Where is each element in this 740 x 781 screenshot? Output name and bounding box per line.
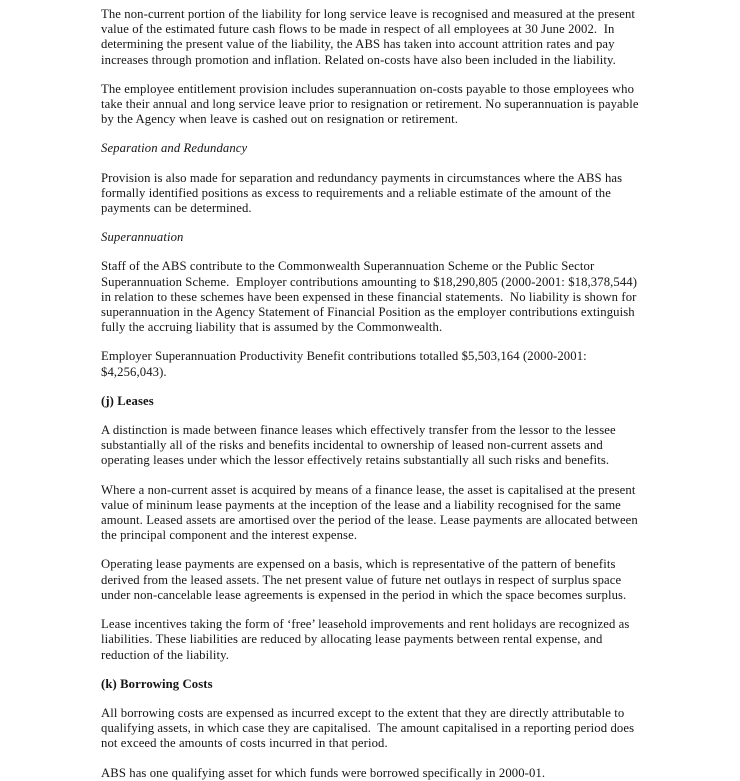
- paragraph-long-service-leave: The non-current portion of the liability for long service leave is recognised and measured at the present value of the estimated future cash flows to be made in respect of all employees at 30 June 2002. In determining the present value of the liability, the ABS has taken into account attrition rates and pay increases through promotion and inflation. Related on-costs have also been included in the liability.: [101, 7, 639, 67]
- paragraph-operating-lease: Operating lease payments are expensed on a basis, which is representative of the pattern of benefits derived from the leased assets. The net present value of future net outlays in respect of surplus space under non-cancelable lease agreements is expensed in the period in which the space becomes surplus.: [101, 557, 627, 602]
- heading-leases: (j) Leases: [101, 393, 154, 408]
- paragraph-borrowing-costs: All borrowing costs are expensed as incurred except to the extent that they are directly attributable to qualifying assets, in which case they are capitalised. The amount capitalised in a reporting period does not exceed the amounts of costs incurred in that period.: [101, 705, 638, 751]
- heading-superannuation: Superannuation: [101, 230, 184, 245]
- paragraph-qualifying-asset: ABS has one qualifying asset for which funds were borrowed specifically in 2000-01.: [101, 765, 546, 780]
- paragraph-lease-incentives: Lease incentives taking the form of ‘free’ leasehold improvements and rent holidays are recognized as liabilities. These liabilities are reduced by allocating lease payments between rental expense, and reduction of the liability.: [101, 617, 633, 662]
- paragraph-lease-distinction: A distinction is made between finance leases which effectively transfer from the lessor to the lessee substantially all of the risks and benefits incidental to ownership of leased non-current assets and operating leases under which the lessor effectively retains substantially all such risks and benefits.: [101, 423, 620, 468]
- paragraph-employee-entitlement: The employee entitlement provision includes superannuation on-costs payable to those employees who take their annual and long service leave prior to resignation or retirement. No superannuation is payable by the Agency when leave is cashed out on resignation or retirement.: [101, 81, 642, 127]
- paragraph-productivity-benefit: Employer Superannuation Productivity Benefit contributions totalled $5,503,164 (2000-2001: $4,256,043).: [101, 349, 591, 379]
- paragraph-superannuation-schemes: Staff of the ABS contribute to the Commonwealth Superannuation Scheme or the Public Sector Superannuation Scheme. Employer contributions amounting to $18,290,805 (2000-2001: $18,378,544) in relation to these schemes have been expensed in these financial statements. No liability is shown for superannuation in the Agency Statement of Financial Position as the employer contributions extinguish fully the accruing liability that is assumed by the Commonwealth.: [101, 259, 641, 335]
- paragraph-finance-lease: Where a non-current asset is acquired by means of a finance lease, the asset is capitalised at the present value of mininum lease payments at the inception of the lease and a liability recognised for the same amount. Leased assets are amortised over the period of the lease. Lease payments are allocated between the principal component and the interest expense.: [101, 482, 642, 543]
- heading-separation-and-redundancy: Separation and Redundancy: [101, 141, 248, 156]
- paragraph-separation-provision: Provision is also made for separation and redundancy payments in circumstances where the ABS has formally identified positions as excess to requirements and a reliable estimate of the amount of the payments can be determined.: [101, 170, 626, 216]
- heading-borrowing-costs: (k) Borrowing Costs: [101, 676, 213, 691]
